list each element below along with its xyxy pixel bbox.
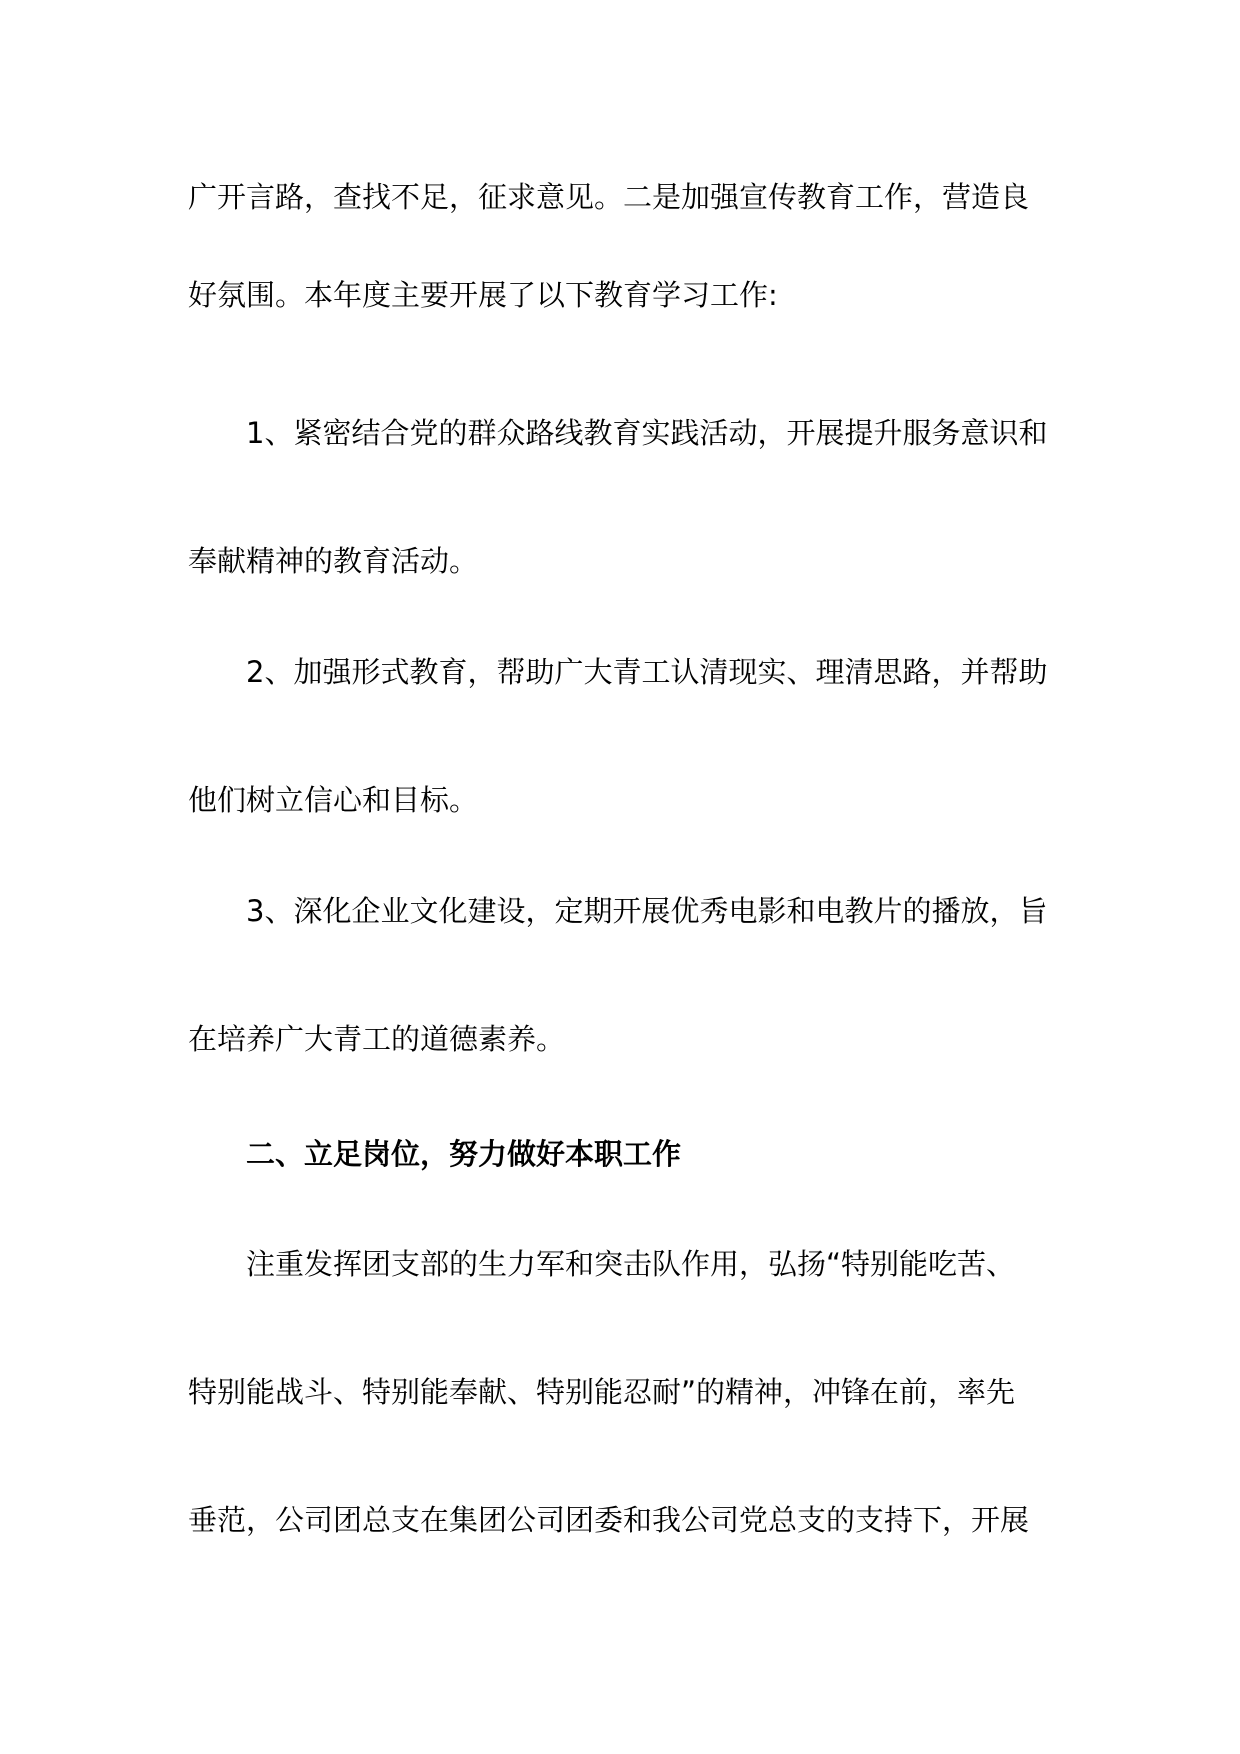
list-item-2-line: 他们树立信心和目标。 [188,783,479,817]
list-item-3-line: 在培养广大青工的道德素养。 [188,1022,566,1056]
section-heading: 二、立足岗位，努力做好本职工作 [246,1137,682,1171]
paragraph-line: 特别能战斗、特别能奉献、特别能忍耐”的精神，冲锋在前，率先 [188,1375,1016,1409]
paragraph-line: 广开言路，查找不足，征求意见。二是加强宣传教育工作，营造良 [188,180,1030,214]
list-item-1-line: 奉献精神的教育活动。 [188,544,479,578]
list-item-1-line: 1、紧密结合党的群众路线教育实践活动，开展提升服务意识和 [246,416,1048,450]
paragraph-line: 垂范，公司团总支在集团公司团委和我公司党总支的支持下，开展 [188,1503,1030,1537]
list-item-3-line: 3、深化企业文化建设，定期开展优秀电影和电教片的播放，旨 [246,894,1048,928]
paragraph-line: 好氛围。本年度主要开展了以下教育学习工作: [188,278,778,312]
list-item-2-line: 2、加强形式教育，帮助广大青工认清现实、理清思路，并帮助 [246,655,1048,689]
paragraph-line: 注重发挥团支部的生力军和突击队作用，弘扬“特别能吃苦、 [246,1247,1016,1281]
